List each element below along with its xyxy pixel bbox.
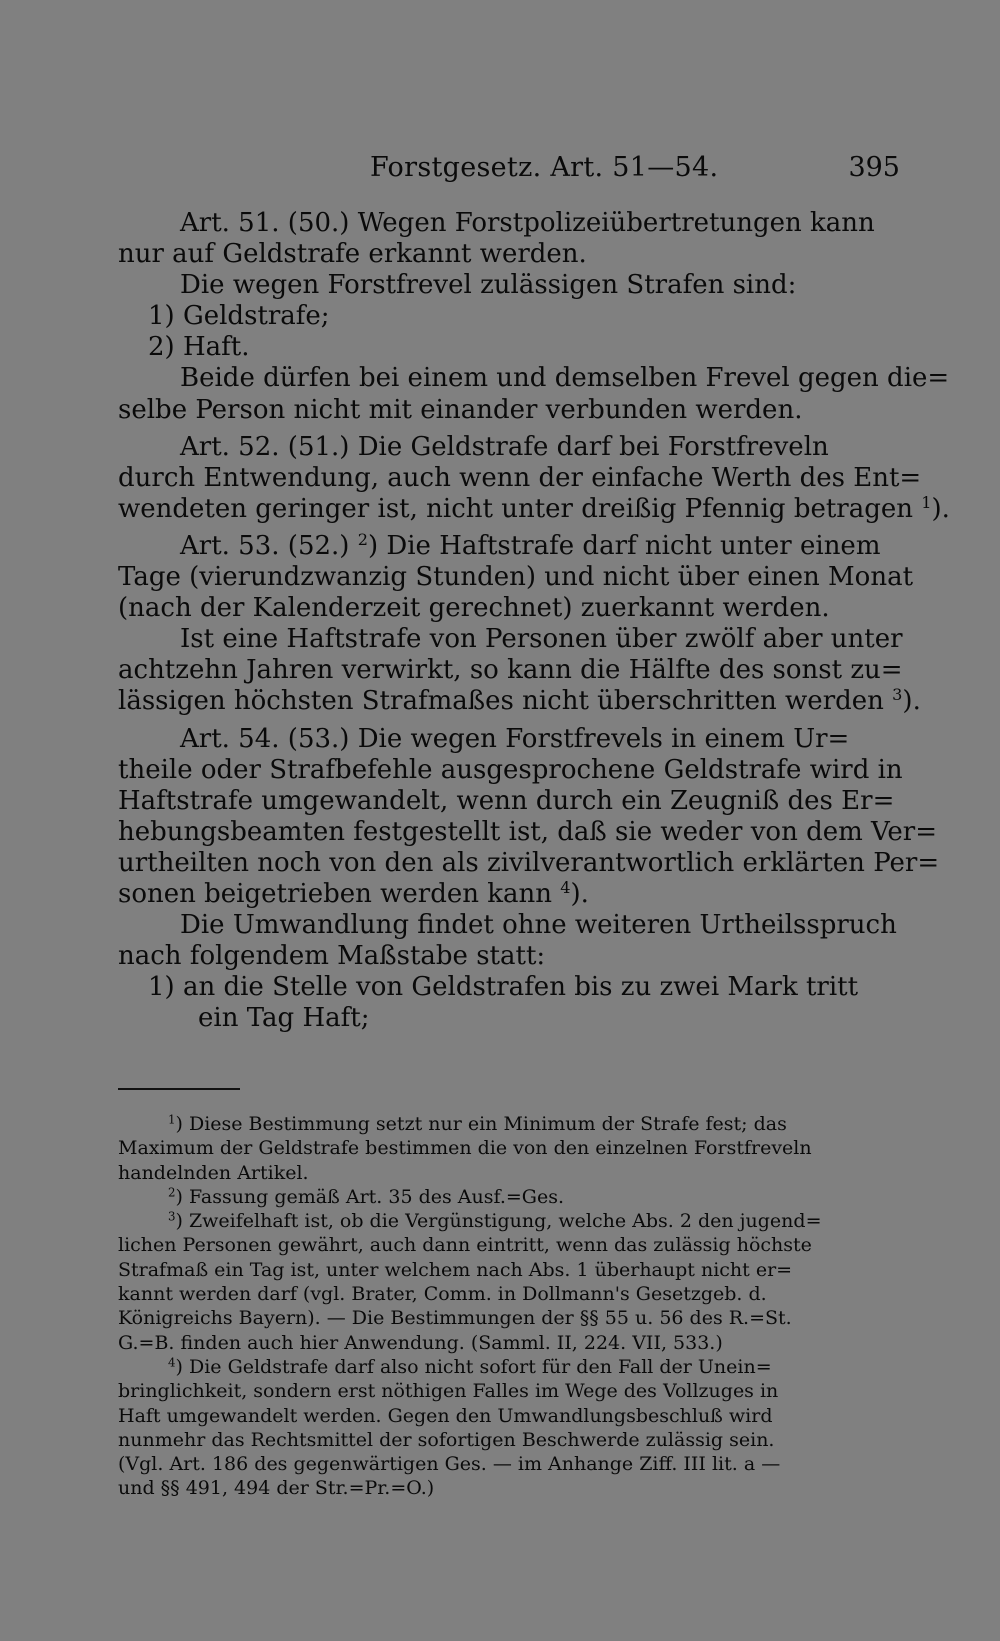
footnote-line — [118, 1185, 900, 1209]
footnote-mark: 4 — [168, 1355, 176, 1370]
closing-punct: ). — [570, 878, 589, 909]
footnote-line: Strafmaß ein Tag ist, unter welchem nach Abs. 1 überhaupt nicht er= — [118, 1258, 793, 1281]
list-item: 1) an die Stelle von Geldstrafen bis zu zwei Mark tritt — [148, 972, 859, 1003]
footnote-line — [118, 1355, 900, 1379]
article-heading: Art. 53. (52.) — [180, 530, 350, 561]
text-line — [118, 685, 921, 717]
body-text — [118, 208, 950, 1034]
footnote-line — [118, 1112, 900, 1136]
footnote-ref: 3 — [892, 685, 903, 705]
footnote-divider — [118, 1088, 240, 1090]
footnote-mark: 2 — [168, 1185, 176, 1200]
footnote-line: kannt werden darf (vgl. Brater, Comm. in Dollmann's Gesetzgeb. d. — [118, 1283, 767, 1306]
footnote-ref: 1 — [921, 492, 932, 512]
text-line: Art. 52. (51.) Die Geldstrafe darf bei Forstfreveln — [180, 431, 829, 462]
text-line: selbe Person nicht mit einander verbunden werden. — [118, 394, 803, 425]
paren: ) — [175, 1113, 183, 1135]
footnote-line: lichen Personen gewährt, auch dann eintritt, wenn das zulässig höchste — [118, 1234, 812, 1257]
text-line: (nach der Kalenderzeit gerechnet) zuerkannt werden. — [118, 593, 830, 624]
text-line: durch Entwendung, auch wenn der einfache Werth des Ent= — [118, 462, 922, 493]
text-segment: lässigen höchsten Strafmaßes nicht überschritten werden — [118, 686, 884, 717]
footnotes — [118, 1112, 900, 1501]
footnote-text: Zweifelhaft ist, ob die Vergünstigung, welche Abs. 2 den jugend= — [188, 1210, 822, 1233]
text-line: Art. 51. (50.) Wegen Forstpolizeiübertretungen kann — [180, 208, 875, 238]
text-line: Tage (vierundzwanzig Stunden) und nicht über einen Monat — [118, 562, 914, 593]
text-line: achtzehn Jahren verwirkt, so kann die Hälfte des sonst zu= — [118, 655, 903, 686]
footnote-line — [118, 1209, 900, 1233]
closing-punct: ). — [931, 493, 950, 524]
footnote-mark: 3 — [168, 1209, 176, 1224]
footnote-line: handelnden Artikel. — [118, 1161, 309, 1184]
list-item: 1) Geldstrafe; — [148, 301, 330, 332]
closing-punct: ). — [902, 686, 921, 717]
footnote-line: (Vgl. Art. 186 des gegenwärtigen Ges. — im Anhange Ziff. III lit. a — — [118, 1453, 781, 1476]
footnote-text: Die Geldstrafe darf also nicht sofort für den Fall der Unein= — [188, 1355, 772, 1378]
text-line: Die Umwandlung findet ohne weiteren Urtheilsspruch — [180, 910, 897, 941]
footnote-line: Maximum der Geldstrafe bestimmen die von den einzelnen Forstfreveln — [118, 1137, 812, 1160]
text-segment: sonen beigetrieben werden kann — [118, 878, 552, 909]
list-item: ein Tag Haft; — [198, 1003, 370, 1034]
footnote-line: bringlichkeit, sondern erst nöthigen Falles im Wege des Vollzuges in — [118, 1380, 779, 1403]
text-line: Haftstrafe umgewandelt, wenn durch ein Zeugniß des Er= — [118, 785, 895, 816]
text-line: nach folgendem Maßstabe statt: — [118, 941, 546, 972]
footnote-ref: 4 — [560, 878, 571, 898]
text-line: Ist eine Haftstrafe von Personen über zwölf aber unter — [180, 624, 903, 655]
footnote-mark: 1 — [168, 1112, 176, 1127]
text-line: Die wegen Forstfrevel zulässigen Strafen sind: — [180, 270, 797, 301]
text-line: urtheilten noch von den als zivilverantwortlich erklärten Per= — [118, 847, 940, 878]
text-line: Art. 54. (53.) Die wegen Forstfrevels in einem Ur= — [180, 723, 850, 754]
footnote-text: Fassung gemäß Art. 35 des Ausf.=Ges. — [188, 1185, 565, 1208]
footnote-line: nunmehr das Rechtsmittel der sofortigen Beschwerde zulässig sein. — [118, 1428, 775, 1451]
paren: ) — [367, 530, 379, 561]
footnote-line: und §§ 491, 494 der Str.=Pr.=O.) — [118, 1477, 435, 1500]
footnote-line: G.=B. finden auch hier Anwendung. (Samml. II, 224. VII, 533.) — [118, 1331, 723, 1354]
footnote-line: Königreichs Bayern). — Die Bestimmungen der §§ 55 u. 56 des R.=St. — [118, 1307, 792, 1330]
footnote-ref: 2 — [357, 530, 368, 550]
running-head: Forstgesetz. Art. 51—54. — [370, 152, 719, 183]
list-item: 2) Haft. — [148, 332, 250, 363]
paren: ) — [175, 1185, 183, 1208]
paren: ) — [175, 1355, 183, 1378]
page-header — [118, 152, 900, 192]
text-line — [118, 879, 900, 910]
footnote-text: Diese Bestimmung setzt nur ein Minimum der Strafe fest; das — [188, 1113, 787, 1135]
paren: ) — [175, 1210, 183, 1233]
text-line: Beide dürfen bei einem und demselben Frevel gegen die= — [180, 363, 950, 394]
text-line: theile oder Strafbefehle ausgesprochene Geldstrafe wird in — [118, 754, 903, 785]
text-line: hebungsbeamten festgestellt ist, daß sie weder von dem Ver= — [118, 816, 938, 847]
text-segment: Die Haftstrafe darf nicht unter einem — [386, 530, 881, 561]
text-line — [118, 531, 900, 562]
page-number: 395 — [848, 152, 900, 183]
text-line — [118, 492, 950, 525]
text-line: nur auf Geldstrafe erkannt werden. — [118, 239, 587, 270]
text-segment: wendeten geringer ist, nicht unter dreißig Pfennig betragen — [118, 493, 914, 524]
footnote-line: Haft umgewandelt werden. Gegen den Umwandlungsbeschluß wird — [118, 1404, 773, 1427]
